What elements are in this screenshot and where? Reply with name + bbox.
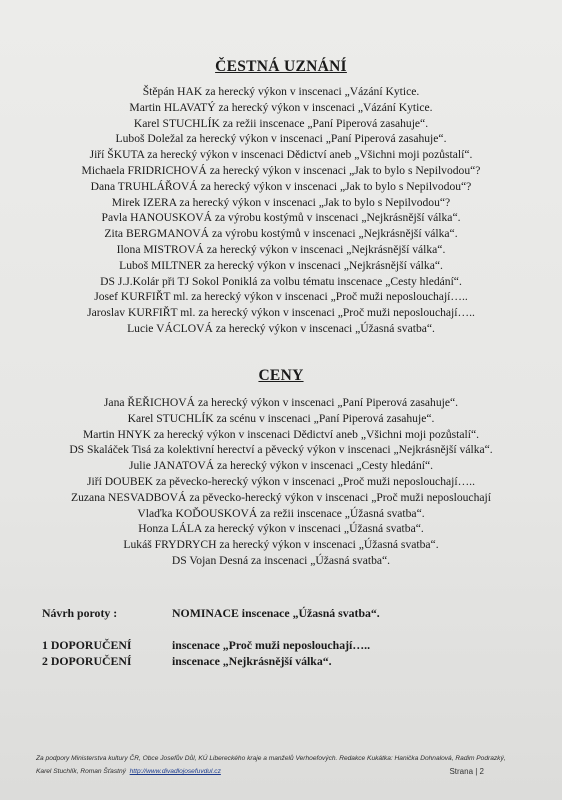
list-item: Ilona MISTROVÁ za herecký výkon v inscenaci „Nejkrásnější válka“. (116, 242, 446, 256)
list-item: Honza LÁLA za herecký výkon v inscenaci „Úžasná svatba“. (138, 522, 424, 536)
jury-section (42, 605, 380, 669)
footer-credits: Za podpory Ministerstva kultury ČR, Obce Josefův Důl, KÚ Libereckého kraje a manželů Verhoefových. Redakce Kukátka: Hanička Dohnalová, Radim Podrazký, (36, 755, 506, 762)
section-title-awards: CENY (258, 367, 304, 384)
jury-recommendation-1-row (42, 637, 380, 653)
list-item: Josef KURFIŘT ml. za herecký výkon v inscenaci „Proč muži neposlouchají….. (94, 290, 468, 304)
recommendation-2-value: inscenace „Nejkrásnější válka“. (172, 654, 332, 668)
list-item: Zita BERGMANOVÁ za výrobu kostýmů v inscenaci „Nejkrásnější válka“. (104, 227, 458, 241)
list-item: DS Vojan Desná za inscenaci „Úžasná svatba“. (171, 553, 391, 567)
list-item: DS J.J.Kolár při TJ Sokol Poniklá za volbu tématu inscenace „Cesty hledání“. (100, 274, 462, 288)
list-item: Luboš Doležal za herecký výkon v inscenaci „Paní Piperová zasahuje“. (115, 132, 447, 146)
list-item: Karel STUCHLÍK za scénu v inscenaci „Paní Piperová zasahuje“. (127, 411, 435, 425)
list-item: Jiří ŠKUTA za herecký výkon v inscenaci Dědictví aneb „Všichni moji pozůstalí“. (89, 148, 473, 162)
recommendation-1-value: inscenace „Proč muži neposlouchají….. (172, 638, 371, 652)
section-title-honorable-mentions: ČESTNÁ UZNÁNÍ (215, 58, 347, 75)
website-link[interactable]: http://www.divadlojosefuvdul.cz (129, 768, 221, 775)
list-item: Jiří DOUBEK za pěvecko-herecký výkon v inscenaci „Proč muži neposlouchají….. (87, 474, 475, 488)
recommendation-1-label: 1 DOPORUČENÍ (42, 638, 132, 652)
jury-proposal-value: NOMINACE inscenace „Úžasná svatba“. (172, 606, 380, 620)
list-item: Julie JANATOVÁ za herecký výkon v inscenaci „Cesty hledání“. (128, 459, 434, 473)
list-item: Martin HNYK za herecký výkon v inscenaci Dědictví aneb „Všichni moji pozůstalí“. (83, 427, 479, 441)
page-footer (36, 752, 526, 778)
list-item: Jaroslav KURFIŘT ml. za herecký výkon v inscenaci „Proč muži neposlouchají….. (87, 306, 475, 320)
list-item: Luboš MILTNER za herecký výkon v inscenaci „Nejkrásnější válka“. (119, 258, 443, 272)
honorable-mentions-list (0, 84, 562, 337)
list-item: Michaela FRIDRICHOVÁ za herecký výkon v inscenaci „Jak to bylo s Nepilvodou“? (81, 163, 481, 177)
list-item: Jana ŘEŘICHOVÁ za herecký výkon v inscenaci „Paní Piperová zasahuje“. (103, 396, 459, 409)
list-item: Karel STUCHLÍK za režii inscenace „Paní Piperová zasahuje“. (133, 116, 429, 130)
list-item: Štěpán HAK za herecký výkon v inscenaci „Vázání Kytice. (142, 85, 420, 98)
list-item: Vlaďka KOĎOUSKOVÁ za režii inscenace „Úžasná svatba“. (137, 506, 425, 520)
footer-editors: Karel Stuchlík, Roman Šťastný (36, 768, 126, 775)
list-item: Lucie VÁCLOVÁ za herecký výkon v inscenaci „Úžasná svatba“. (127, 321, 435, 335)
jury-recommendation-2-row (42, 653, 380, 669)
list-item: Dana TRUHLÁŘOVÁ za herecký výkon v inscenaci „Jak to bylo s Nepilvodou“? (90, 179, 472, 193)
list-item: Lukáš FRYDRYCH za herecký výkon v inscenaci „Úžasná svatba“. (123, 538, 439, 552)
list-item: Mirek IZERA za herecký výkon v inscenaci „Jak to bylo s Nepilvodou“? (111, 195, 451, 209)
awards-list (0, 395, 562, 569)
jury-proposal-label: Návrh poroty : (42, 606, 118, 620)
jury-proposal-row (42, 605, 380, 621)
list-item: Zuzana NESVADBOVÁ za pěvecko-herecký výkon v inscenaci „Proč muži neposlouchají (71, 490, 491, 504)
list-item: DS Skaláček Tisá za kolektivní herectví a pěvecký výkon v inscenaci „Nejkrásnější válka“. (69, 443, 493, 457)
list-item: Pavla HANOUSKOVÁ za výrobu kostýmů v inscenaci „Nejkrásnější válka“. (101, 211, 461, 225)
page-number: Strana | 2 (449, 767, 484, 776)
recommendation-2-label: 2 DOPORUČENÍ (42, 654, 132, 668)
list-item: Martin HLAVATÝ za herecký výkon v inscenaci „Vázání Kytice. (129, 100, 433, 114)
